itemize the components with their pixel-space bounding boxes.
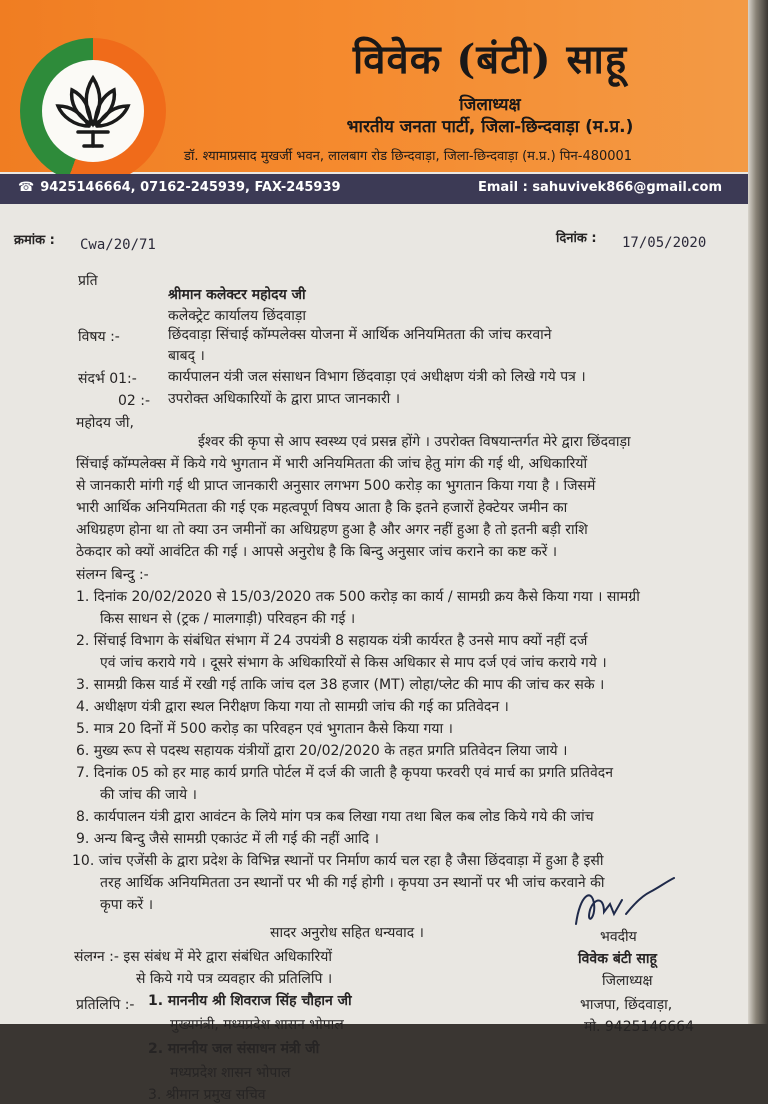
point-line: किस साधन से (ट्रक / मालगाड़ी) परिवहन की गई ।	[100, 611, 356, 627]
point-line: 8. कार्यपालन यंत्री द्वारा आवंटन के लिये मांग पत्र कब लिखा गया तथा बिल कब लोड किये गये की जांच	[76, 809, 594, 825]
point-line: 6. मुख्य रूप से पदस्थ सहायक यंत्रीयों द्वारा 20/02/2020 के तहत प्रगति प्रतिवेदन लिया जाये ।	[76, 743, 568, 759]
cc2-line2: मध्यप्रदेश शासन भोपाल	[170, 1065, 291, 1081]
addressee-line1: श्रीमान कलेक्टर महोदय जी	[168, 287, 306, 303]
signatory-mobile: मो. 9425146664	[584, 1019, 694, 1035]
signatory-name: विवेक बंटी साहू	[578, 951, 657, 967]
party-name: भारतीय जनता पार्टी, जिला-छिन्दवाड़ा (म.प्र.)	[346, 117, 634, 137]
phone-numbers	[18, 180, 341, 195]
vishay-line2: बाबद् ।	[168, 348, 205, 364]
cc2-line1: 2. माननीय जल संसाधन मंत्री जी	[148, 1041, 320, 1057]
point-line: 9. अन्य बिन्दु जैसे सामग्री एकाउंट में ली गई की नहीं आदि ।	[76, 831, 379, 847]
dinank-value: 17/05/2020	[622, 235, 707, 251]
para-line: भारी आर्थिक अनियमितता की गई एक महत्वपूर्ण विषय आता है कि इतने हजारों हेक्टेयर जमीन का	[76, 500, 568, 516]
sandarbh-label-1: संदर्भ 01:-	[78, 371, 137, 387]
point-line: कृपा करें ।	[100, 897, 154, 913]
point-line: 5. मात्र 20 दिनों में 500 करोड़ का परिवहन एवं भुगतान कैसे किया गया ।	[76, 721, 453, 737]
cc1-line2: मुख्यमंत्री, मध्यप्रदेश शासन भोपाल	[170, 1017, 344, 1033]
bjp-lotus-logo	[20, 38, 166, 184]
designation: जिलाध्यक्ष	[459, 95, 521, 115]
para-line: ईश्वर की कृपा से आप स्वस्थ्य एवं प्रसन्न होंगे । उपरोक्त विषयान्तर्गत मेरे द्वारा छिंदवाड़ा	[198, 434, 631, 450]
vishay-label: विषय :-	[78, 329, 120, 345]
point-line: 7. दिनांक 05 को हर माह कार्य प्रगति पोर्टल में दर्ज की जाती है कृपया फरवरी एवं मार्च का प्रगति प्रतिवेदन	[76, 765, 613, 781]
contact-bar	[0, 174, 748, 204]
phone-icon: ☎	[18, 180, 35, 195]
point-line: 4. अधीक्षण यंत्री द्वारा स्थल निरीक्षण किया गया तो सामग्री जांच की गई का प्रतिवेदन ।	[76, 699, 509, 715]
closing: सादर अनुरोध सहित धन्यवाद ।	[270, 925, 424, 941]
vishay-line1: छिंदवाड़ा सिंचाई कॉम्पलेक्स योजना में आर्थिक अनियमितता की जांच करवाने	[168, 327, 552, 343]
pratilipi-label: प्रतिलिपि :-	[76, 997, 135, 1013]
point-line: 3. सामग्री किस यार्ड में रखी गई ताकि जांच दल 38 हजार (MT) लोहा/प्लेट की माप की जांच कर सके ।	[76, 677, 605, 693]
cc3-line1: 3. श्रीमान प्रमुख सचिव	[148, 1087, 266, 1103]
letter-body	[0, 206, 748, 1103]
kramank-value: Cwa/20/71	[80, 237, 156, 253]
sandarbh-label-2: 02 :-	[118, 393, 151, 409]
bhavdiya: भवदीय	[600, 929, 637, 945]
para-line: से जानकारी मांगी गई थी प्राप्त जानकारी अनुसार लगभग 500 करोड़ का भुगतान किया गया है । जिसमें	[76, 478, 596, 494]
dinank-label: दिनांक :	[556, 231, 597, 246]
point-line: 2. सिंचाई विभाग के संबंधित संभाग में 24 उपयंत्री 8 सहायक यंत्री कार्यरत है उनसे माप क्यों नहीं दर्ज	[76, 633, 588, 649]
page-edge-shadow	[748, 0, 768, 1024]
sanlagn-bindu-heading: संलग्न बिन्दु :-	[76, 567, 149, 583]
prati: प्रति	[78, 273, 98, 289]
kramank-label: क्रमांक :	[14, 233, 55, 248]
point-line: तरह आर्थिक अनियमितता उन स्थानों पर भी की गई होगी । कृपया उन स्थानों पर भी जांच करवाने की	[100, 875, 605, 891]
point-line: की जांच की जाये ।	[100, 787, 197, 803]
sandarbh-text-1: कार्यपालन यंत्री जल संसाधन विभाग छिंदवाड़ा एवं अधीक्षण यंत्री को लिखे गये पत्र ।	[168, 369, 586, 385]
salutation: महोदय जी,	[76, 415, 134, 431]
leader-name: विवेक (बंटी) साहू	[352, 36, 628, 83]
point-line: एवं जांच कराये गये । दूसरे संभाग के अधिकारियों से किस अधिकार से माप दर्ज एवं जांच कराये गये ।	[100, 655, 607, 671]
letterhead-banner	[0, 0, 748, 172]
sandarbh-text-2: उपरोक्त अधिकारियों के द्वारा प्राप्त जानकारी ।	[168, 391, 401, 407]
point-line: 10. जांच एजेंसी के द्वारा प्रदेश के विभिन्न स्थानों पर निर्माण कार्य चल रहा है जैसा छिंदवाड़ा में हुआ है इसी	[72, 853, 604, 869]
addressee-line2: कलेक्ट्रेट कार्यालय छिंदवाड़ा	[168, 308, 307, 324]
signatory-party: भाजपा, छिंदवाड़ा,	[580, 997, 673, 1013]
email-address[interactable]: Email : sahuvivek866@gmail.com	[477, 180, 722, 195]
office-address: डॉ. श्यामाप्रसाद मुखर्जी भवन, लालबाग रोड छिन्दवाड़ा, जिला-छिन्दवाड़ा (म.प्र.) पिन-480001	[184, 149, 633, 164]
handwritten-signature	[570, 874, 680, 944]
para-line: ठेकदार को क्यों आवंटित की गई । आपसे अनुरोध है कि बिन्दु अनुसार जांच कराने का कष्ट करें ।	[76, 544, 558, 560]
point-line: 1. दिनांक 20/02/2020 से 15/03/2020 तक 500 करोड़ का कार्य / सामग्री क्रय कैसे किया गया । सामग्री	[76, 589, 640, 605]
signatory-designation: जिलाध्यक्ष	[602, 973, 653, 989]
cc1-line1: 1. माननीय श्री शिवराज सिंह चौहान जी	[148, 993, 352, 1009]
sanlagn-line1: संलग्न :- इस संबंध में मेरे द्वारा संबंधित अधिकारियों	[74, 949, 333, 965]
para-line: सिंचाई कॉम्पलेक्स में किये गये भुगतान में भारी अनियमितता की जांच हेतु मांग की गई थी, अधिकारियों	[76, 456, 588, 472]
phone-text: 9425146664, 07162-245939, FAX-245939	[40, 180, 341, 195]
para-line: अधिग्रहण होना था तो क्या उन जमीनों का अधिग्रहण हुआ है और अगर नहीं हुआ है तो इतनी बड़ी राशि	[76, 522, 588, 538]
lotus-icon	[48, 64, 138, 156]
sanlagn-line2: से किये गये पत्र व्यवहार की प्रतिलिपि ।	[136, 971, 333, 987]
